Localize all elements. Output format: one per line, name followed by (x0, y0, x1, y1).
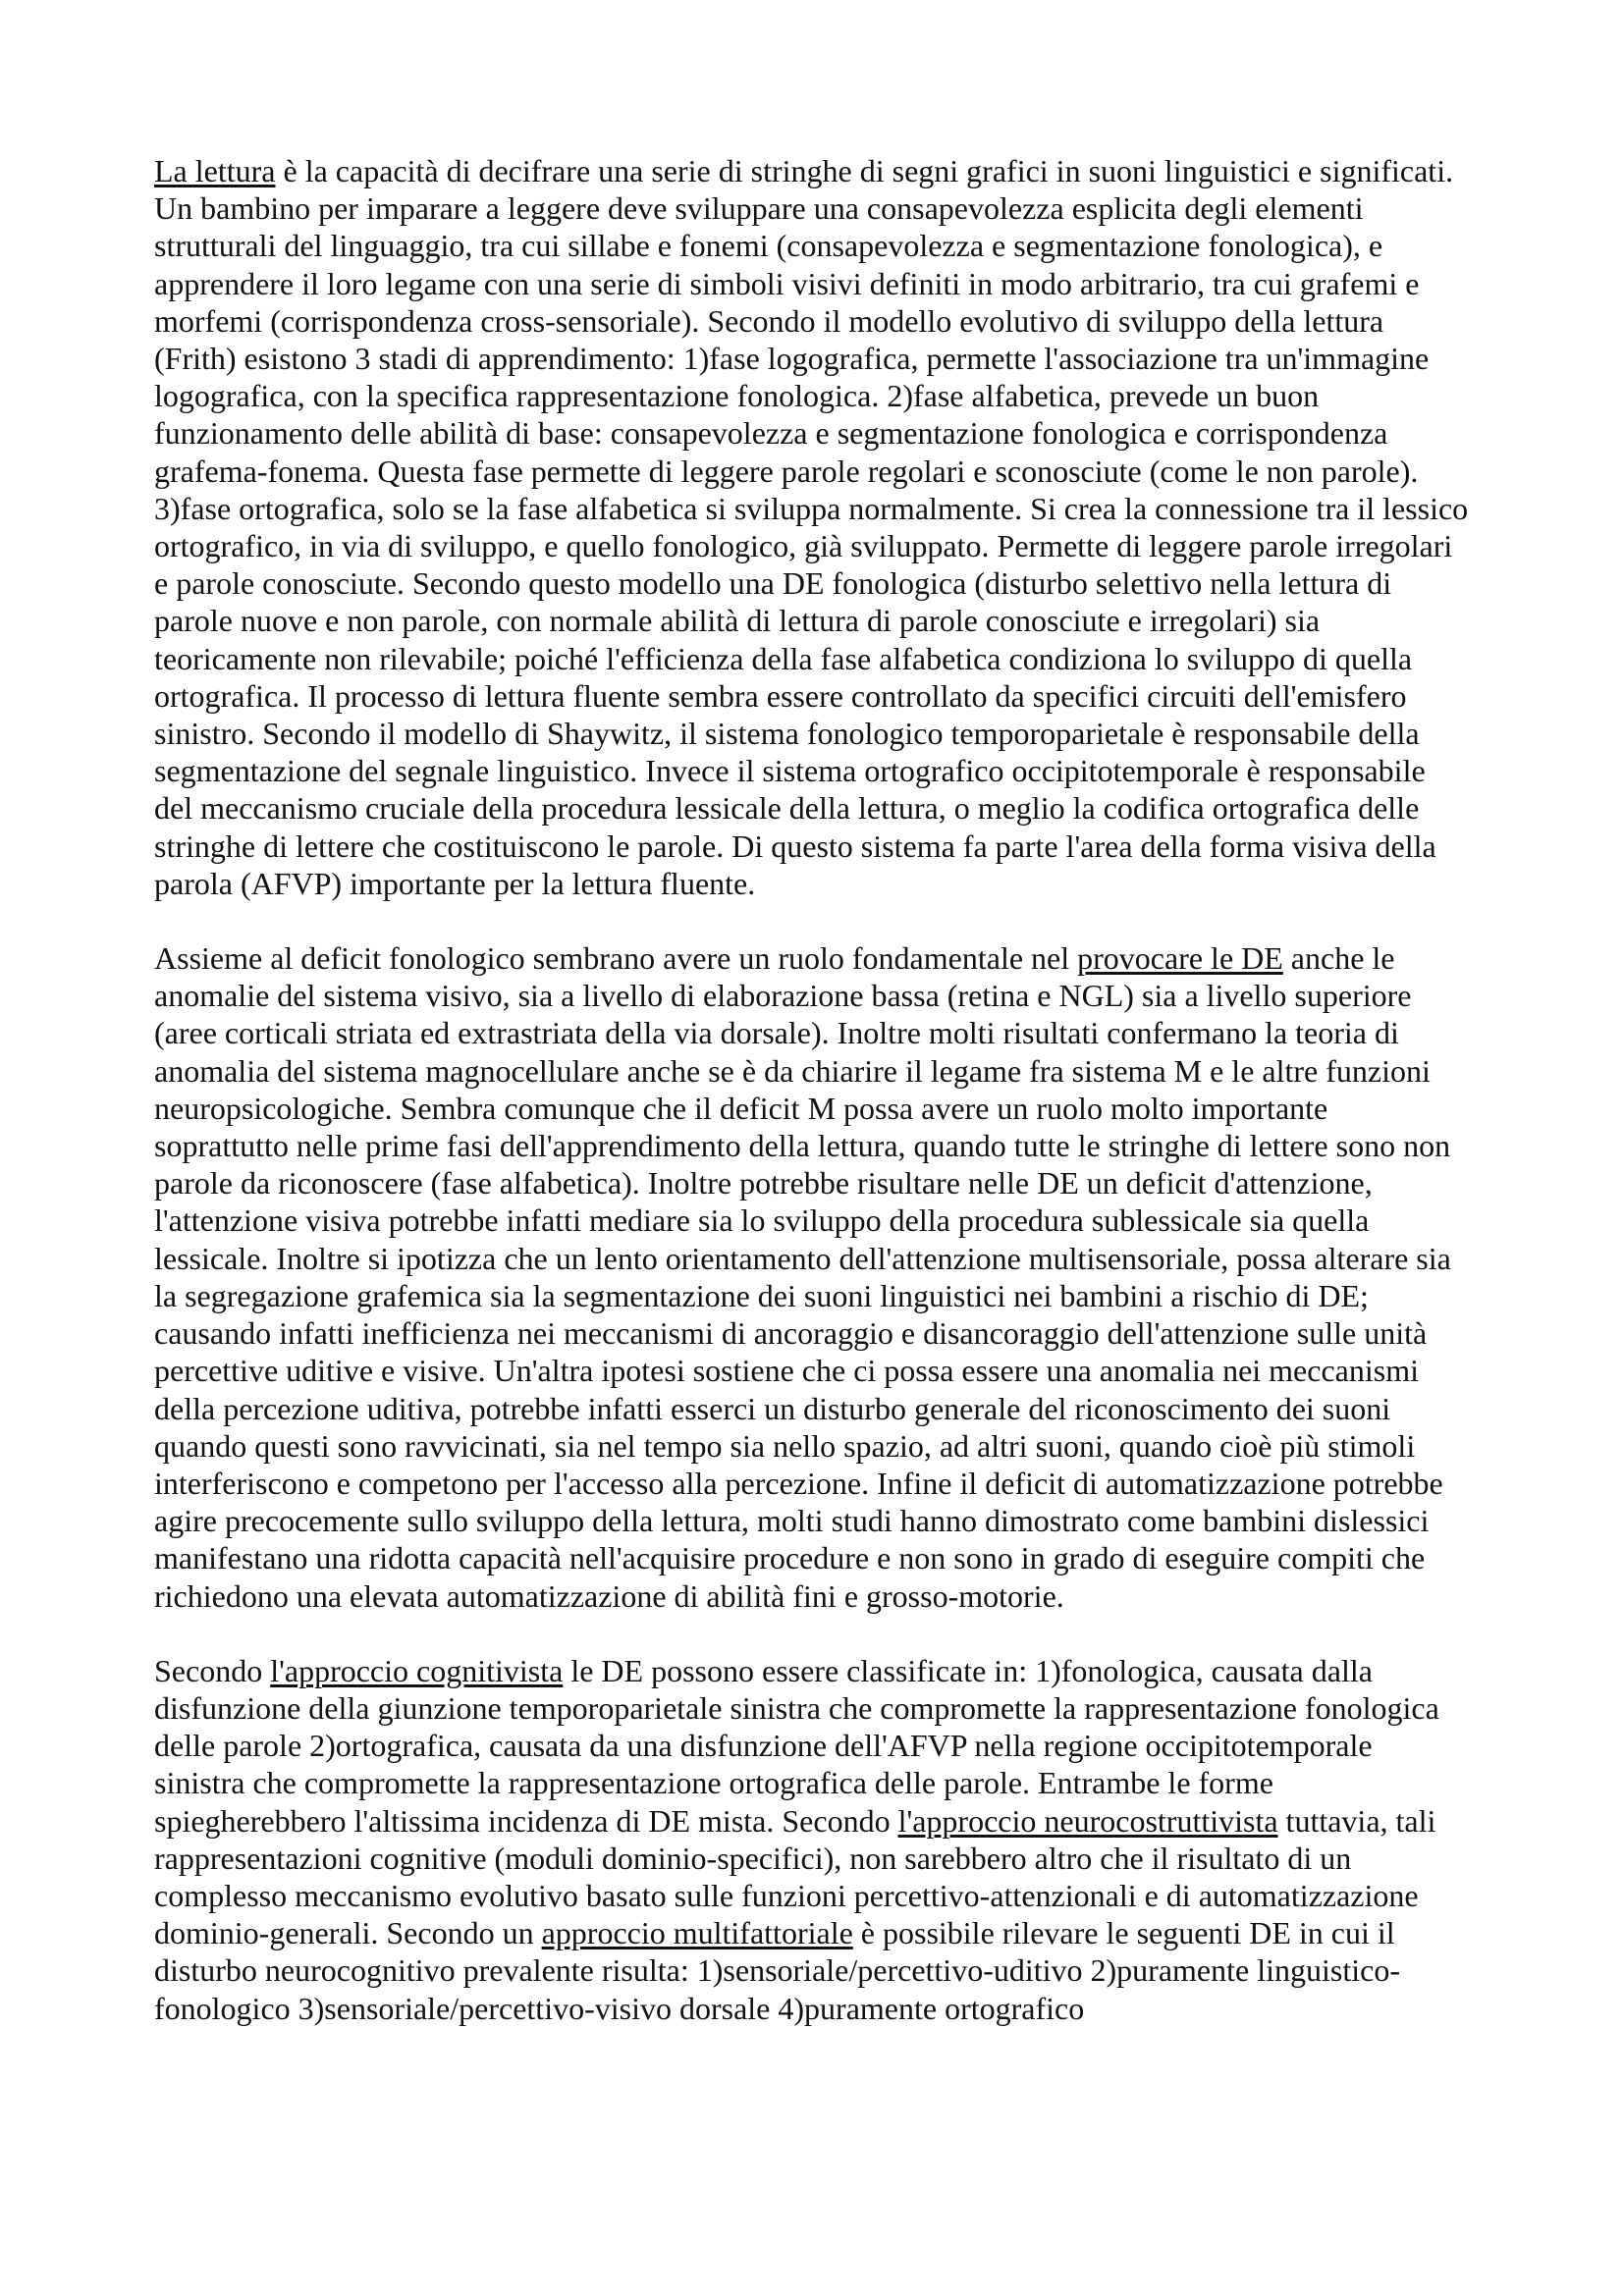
paragraph-text: è possibile rilevare le seguenti DE in cui il disturbo neurocognitivo prevalente risulta: 1)sensoriale/percettivo-uditivo 2)puramente linguistico-fonologico 3)sensoriale/percettivo-visivo dorsale 4)puramente ortografico (154, 1915, 1400, 2026)
term-la-lettura: La lettura (154, 153, 276, 188)
document-page (154, 152, 1470, 2064)
term-approccio-cognitivista: l'approccio cognitivista (270, 1652, 564, 1688)
paragraph-visual-deficits (154, 939, 1470, 1615)
paragraph-reading-stages (154, 152, 1470, 902)
paragraph-text: tuttavia, tali rappresentazioni cognitive (moduli dominio-specifici), non sarebbero altro che il risultato di un complesso meccanismo evolutivo basato sulle funzioni percettivo-attenzionali e di automatizzazione dominio-generali. Secondo un (154, 1802, 1436, 1951)
paragraph-approaches (154, 1652, 1470, 2027)
paragraph-text: Secondo (154, 1652, 271, 1688)
paragraph-text: Assieme al deficit fonologico sembrano avere un ruolo fondamentale nel (154, 940, 1078, 977)
term-approccio-multifattoriale: approccio multifattoriale (541, 1915, 853, 1951)
term-approccio-neurocostruttivista: l'approccio neurocostruttivista (897, 1802, 1278, 1839)
paragraph-text: è la capacità di decifrare una serie di stringhe di segni grafici in suoni linguistici e significati. Un bambino per imparare a leggere deve sviluppare una consapevolezza esplicita degli elementi strutturali del linguaggio, tra cui sillabe e fonemi (consapevolezza e segmentazione fonologica), e apprendere il loro legame con una serie di simboli visivi definiti in modo arbitrario, tra cui grafemi e morfemi (corrispondenza cross-sensoriale). Secondo il modello evolutivo di sviluppo della lettura (Frith) esistono 3 stadi di apprendimento: 1)fase logografica, permette l'associazione tra un'immagine logografica, con la specifica rappresentazione fonologica. 2)fase alfabetica, prevede un buon funzionamento delle abilità di base: consapevolezza e segmentazione fonologica e corrispondenza grafema-fonema. Questa fase permette di leggere parole regolari e sconosciute (come le non parole). 3)fase ortografica, solo se la fase alfabetica si sviluppa normalmente. Si crea la connessione tra il lessico ortografico, in via di sviluppo, e quello fonologico, già sviluppato. Permette di leggere parole irregolari e parole conosciute. Secondo questo modello una DE fonologica (disturbo selettivo nella lettura di parole nuove e non parole, con normale abilità di lettura di parole conosciute e irregolari) sia teoricamente non rilevabile; poiché l'efficienza della fase alfabetica condiziona lo sviluppo di quella ortografica. Il processo di lettura fluente sembra essere controllato da specifici circuiti dell'emisfero sinistro. Secondo il modello di Shaywitz, il sistema fonologico temporoparietale è responsabile della segmentazione del segnale linguistico. Invece il sistema ortografico occipitotemporale è responsabile del meccanismo cruciale della procedura lessicale della lettura, o meglio la codifica ortografica delle stringhe di lettere che costituiscono le parole. Di questo sistema fa parte l'area della forma visiva della parola (AFVP) importante per la lettura fluente. (154, 153, 1469, 901)
paragraph-text: anche le anomalie del sistema visivo, sia a livello di elaborazione bassa (retina e NGL) sia a livello superiore (aree corticali striata ed extrastriata della via dorsale). Inoltre molti risultati confermano la teoria di anomalia del sistema magnocellulare anche se è da chiarire il legame fra sistema M e le altre funzioni neuropsicologiche. Sembra comunque che il deficit M possa avere un ruolo molto importante soprattutto nelle prime fasi dell'apprendimento della lettura, quando tutte le stringhe di lettere sono non parole da riconoscere (fase alfabetica). Inoltre potrebbe risultare nelle DE un deficit d'attenzione, l'attenzione visiva potrebbe infatti mediare sia lo sviluppo della procedura sublessicale sia quella lessicale. Inoltre si ipotizza che un lento orientamento dell'attenzione multisensoriale, possa alterare sia la segregazione grafemica sia la segmentazione dei suoni linguistici nei bambini a rischio di DE; causando infatti inefficienza nei meccanismi di ancoraggio e disancoraggio dell'attenzione sulle unità percettive uditive e visive. Un'altra ipotesi sostiene che ci possa essere una anomalia nei meccanismi della percezione uditiva, potrebbe infatti esserci un disturbo generale del riconoscimento dei suoni quando questi sono ravvicinati, sia nel tempo sia nello spazio, ad altri suoni, quando cioè più stimoli interferiscono e competono per l'accesso alla percezione. Infine il deficit di automatizzazione potrebbe agire precocemente sullo sviluppo della lettura, molti studi hanno dimostrato come bambini dislessici manifestano una ridotta capacità nell'acquisire procedure e non sono in grado di eseguire compiti che richiedono una elevata automatizzazione di abilità fini e grosso-motorie. (154, 940, 1451, 1614)
term-provocare-le-de: provocare le DE (1077, 940, 1283, 977)
paragraph-text: le DE possono essere classificate in: 1)fonologica, causata dalla disfunzione della giunzione temporoparietale sinistra che compromette la rappresentazione fonologica delle parole 2)ortografica, causata da una disfunzione dell'AFVP nella regione occipitotemporale sinistra che compromette la rappresentazione ortografica delle parole. Entrambe le forme spiegherebbero l'altissima incidenza di DE mista. Secondo (154, 1652, 1439, 1839)
